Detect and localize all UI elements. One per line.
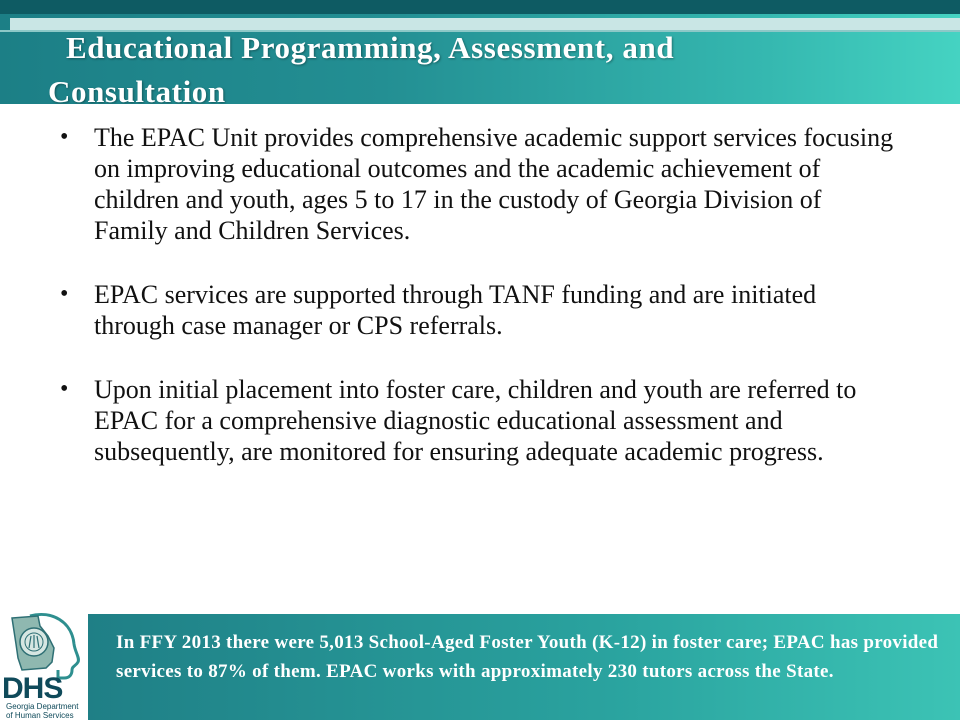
bullet-item bbox=[60, 374, 900, 467]
dhs-logo-subtitle bbox=[6, 702, 86, 720]
bullet-text: Upon initial placement into foster care, children and youth are referred to EPAC for a comprehensive diagnostic educational assessment and subsequently, are monitored for ensuring adequate academic progress. bbox=[94, 375, 857, 466]
footer-text: In FFY 2013 there were 5,013 School-Aged Foster Youth (K-12) in foster care; EPAC has provided services to 87% of them. EPAC works with approximately 230 tutors across the State. bbox=[116, 632, 939, 682]
dhs-logo-text: DHS bbox=[2, 672, 63, 705]
bullet-item bbox=[60, 122, 900, 246]
bullet-text: The EPAC Unit provides comprehensive academic support services focusing on improving educational outcomes and the academic achievement of children and youth, ages 5 to 17 in the custody of Georgia Division of Family and Children Services. bbox=[94, 123, 894, 245]
bullet-icon: • bbox=[60, 281, 69, 307]
dhs-logo-subtitle-line-2: of Human Services bbox=[6, 711, 74, 720]
slide-title-line-1: Educational Programming, Assessment, and bbox=[66, 30, 675, 65]
bullet-list bbox=[60, 122, 900, 500]
bullet-text: EPAC services are supported through TANF funding and are initiated through case manager or CPS referrals. bbox=[94, 280, 817, 340]
bullet-icon: • bbox=[60, 376, 69, 402]
bullet-item bbox=[60, 279, 900, 341]
slide-title bbox=[48, 26, 928, 104]
dhs-logo-subtitle-line-1: Georgia Department bbox=[6, 702, 79, 711]
top-stripe bbox=[0, 0, 960, 14]
slide-title-line-2: Consultation bbox=[48, 74, 226, 104]
bullet-icon: • bbox=[60, 124, 69, 150]
